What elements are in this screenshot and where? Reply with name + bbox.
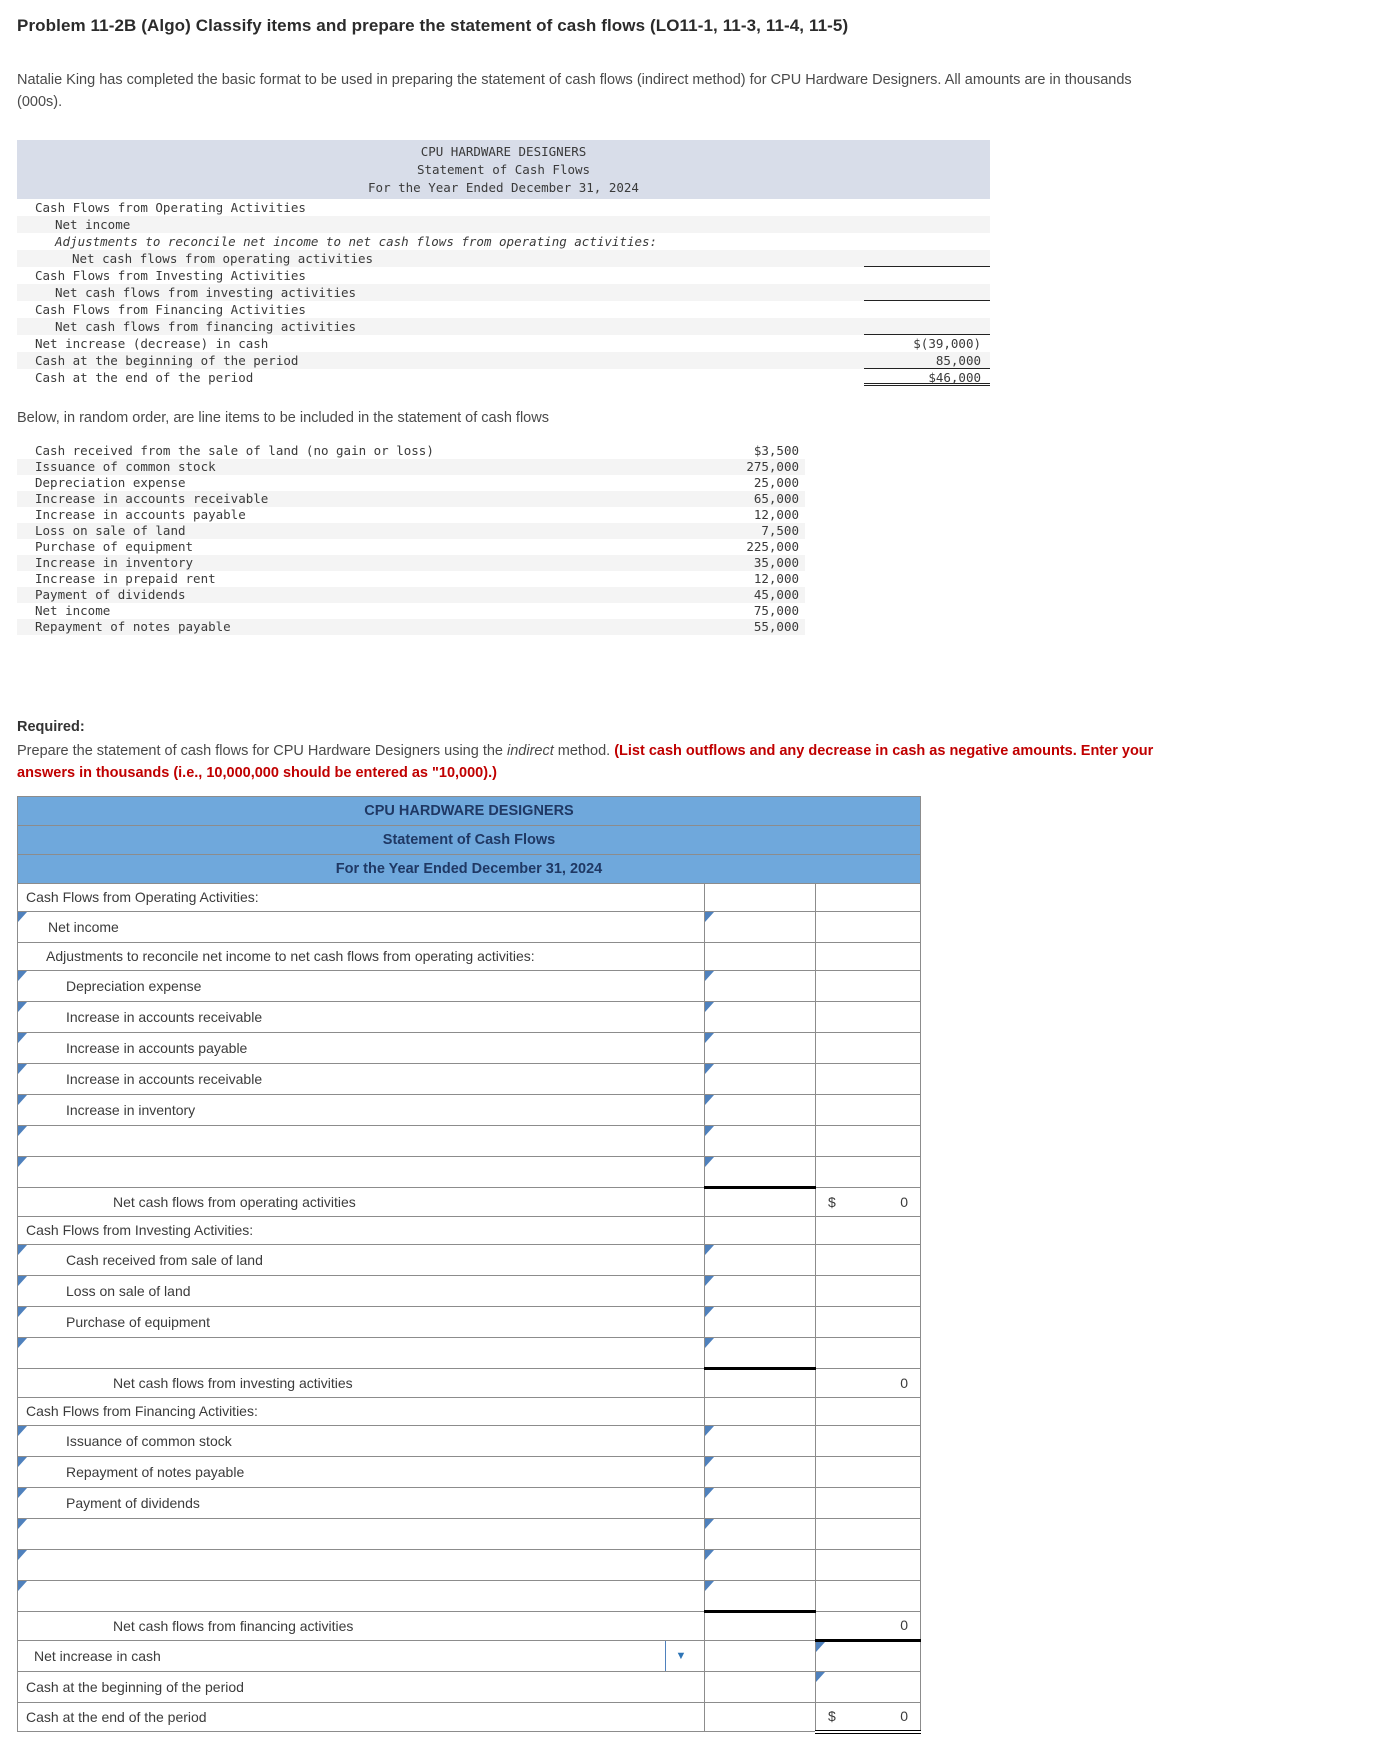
format-table-row <box>17 301 990 318</box>
cell-marker-icon <box>18 1426 27 1436</box>
format-row-label: Net cash flows from operating activities <box>72 250 374 266</box>
item-amount: 12,000 <box>753 570 799 586</box>
amount-input-cell[interactable] <box>705 1518 816 1549</box>
form-row <box>18 1425 921 1456</box>
account-select-label: Increase in inventory <box>66 1101 196 1118</box>
statement-form <box>17 796 1398 1734</box>
format-row-amount <box>864 267 990 284</box>
format-row-amount <box>864 216 990 233</box>
account-select-cell[interactable] <box>18 1125 705 1156</box>
cell-marker-icon <box>18 1126 27 1136</box>
form-row <box>18 1487 921 1518</box>
amount-input-cell[interactable] <box>705 1487 816 1518</box>
item-row <box>17 619 805 635</box>
empty-cell <box>816 1518 921 1549</box>
cell-marker-icon <box>18 1157 27 1167</box>
cell-marker-icon <box>18 1457 27 1467</box>
item-amount: $3,500 <box>753 442 799 458</box>
form-row <box>18 1337 921 1368</box>
total-amount <box>824 1708 912 1724</box>
account-select-cell[interactable] <box>18 1001 705 1032</box>
cell-marker-icon <box>18 971 27 981</box>
cell-marker-icon <box>705 1157 714 1167</box>
item-label: Payment of dividends <box>35 586 186 602</box>
amount-input-cell[interactable] <box>705 1337 816 1368</box>
amount-input-cell[interactable] <box>705 1580 816 1611</box>
item-row <box>17 443 805 459</box>
total-amount <box>824 1617 912 1633</box>
row-label-cell: Cash at the end of the period <box>18 1702 705 1732</box>
format-table-row <box>17 250 990 267</box>
total-amount <box>824 1375 912 1391</box>
amount-input-cell[interactable] <box>816 1640 921 1671</box>
form-row <box>18 1518 921 1549</box>
items-table <box>17 443 805 635</box>
format-table-row <box>17 216 990 233</box>
intro-paragraph: Natalie King has completed the basic format to be used in preparing the statement of cash flows (indirect method) for CPU Hardware Designers. All amounts are in thousands (000s). <box>17 72 1132 110</box>
amount-input-cell[interactable] <box>705 1425 816 1456</box>
account-select-cell[interactable] <box>18 1063 705 1094</box>
account-select-label: Repayment of notes payable <box>66 1463 245 1480</box>
item-amount: 65,000 <box>753 490 799 506</box>
cell-marker-icon <box>705 1426 714 1436</box>
account-select-cell[interactable] <box>18 1275 705 1306</box>
total-value: 0 <box>900 1708 909 1725</box>
item-amount: 7,500 <box>761 522 799 538</box>
item-amount: 55,000 <box>753 618 799 634</box>
account-select-label: Increase in accounts payable <box>66 1039 248 1056</box>
format-row-amount <box>864 284 990 301</box>
format-table-row <box>17 233 990 250</box>
item-amount: 35,000 <box>753 554 799 570</box>
empty-cell <box>816 1244 921 1275</box>
cell-marker-icon <box>705 1033 714 1043</box>
format-table-row <box>17 369 990 386</box>
total-value: 0 <box>900 1193 909 1210</box>
format-table-title-line: CPU HARDWARE DESIGNERS <box>420 143 587 159</box>
empty-cell <box>816 1487 921 1518</box>
total-label-cell: Net cash flows from financing activities <box>18 1611 705 1640</box>
format-row-amount: $46,000 <box>864 369 990 386</box>
form-header-row <box>18 854 921 883</box>
account-select-label: Net income <box>48 918 119 935</box>
required-text: Prepare the statement of cash flows for CPU Hardware Designers using the <box>17 742 508 759</box>
row-label-cell: Cash at the beginning of the period <box>18 1671 705 1702</box>
form-row <box>18 1216 921 1244</box>
amount-input-cell[interactable] <box>705 1063 816 1094</box>
cell-marker-icon <box>705 1550 714 1560</box>
empty-cell <box>816 1580 921 1611</box>
amount-input-cell[interactable] <box>705 1156 816 1187</box>
empty-cell <box>816 1275 921 1306</box>
cell-marker-icon <box>705 1276 714 1286</box>
form-row <box>18 1001 921 1032</box>
item-row <box>17 523 805 539</box>
amount-input-cell[interactable] <box>705 1306 816 1337</box>
account-select-label: Cash received from sale of land <box>66 1251 263 1268</box>
form-header-row <box>18 825 921 854</box>
item-row <box>17 491 805 507</box>
required-paragraph <box>17 740 1182 784</box>
amount-input-cell[interactable] <box>705 1244 816 1275</box>
empty-cell <box>705 1671 816 1702</box>
form-row <box>18 1187 921 1216</box>
account-select-label: Issuance of common stock <box>66 1432 232 1449</box>
format-table-title-line: For the Year Ended December 31, 2024 <box>368 179 639 195</box>
empty-cell <box>705 1187 816 1216</box>
empty-cell <box>705 1611 816 1640</box>
cell-marker-icon <box>705 1338 714 1348</box>
required-text-italic: indirect <box>507 742 554 759</box>
format-row-label: Cash at the beginning of the period <box>35 352 299 368</box>
currency-symbol: $ <box>828 1193 836 1210</box>
item-label: Increase in prepaid rent <box>35 570 216 586</box>
total-value: 0 <box>900 1374 909 1391</box>
empty-cell <box>816 1306 921 1337</box>
format-row-amount: 85,000 <box>864 352 990 369</box>
cell-marker-icon <box>705 1064 714 1074</box>
required-text-after: method. <box>553 742 615 759</box>
net-increase-dropdown[interactable] <box>18 1640 705 1671</box>
item-row <box>17 475 805 491</box>
empty-cell <box>816 942 921 970</box>
form-header-cell: CPU HARDWARE DESIGNERS <box>18 796 921 825</box>
required-block <box>17 719 1398 784</box>
cell-marker-icon <box>705 1002 714 1012</box>
account-select-cell[interactable] <box>18 911 705 942</box>
format-row-amount <box>864 199 990 216</box>
empty-cell <box>816 1063 921 1094</box>
empty-cell <box>816 1125 921 1156</box>
empty-cell <box>816 1397 921 1425</box>
format-row-label: Cash Flows from Financing Activities <box>35 301 306 317</box>
amount-input-cell[interactable] <box>705 1456 816 1487</box>
form-row <box>18 1244 921 1275</box>
cell-marker-icon <box>816 1672 825 1682</box>
account-select-label: Loss on sale of land <box>66 1282 191 1299</box>
form-row <box>18 1580 921 1611</box>
format-row-amount <box>864 250 990 267</box>
item-amount: 225,000 <box>746 538 799 554</box>
empty-cell <box>816 1001 921 1032</box>
empty-cell <box>816 1425 921 1456</box>
form-row <box>18 1702 921 1732</box>
format-row-label: Net cash flows from investing activities <box>55 284 357 300</box>
item-label: Increase in inventory <box>35 554 194 570</box>
account-select-cell[interactable] <box>18 1580 705 1611</box>
item-label: Purchase of equipment <box>35 538 194 554</box>
account-select-cell[interactable] <box>18 1032 705 1063</box>
cell-marker-icon <box>18 1002 27 1012</box>
format-row-label: Cash at the end of the period <box>35 369 254 385</box>
account-select-label: Depreciation expense <box>66 977 202 994</box>
item-row <box>17 571 805 587</box>
format-row-amount <box>864 318 990 335</box>
amount-input-cell[interactable] <box>705 970 816 1001</box>
form-header-cell: Statement of Cash Flows <box>18 825 921 854</box>
amount-input-cell[interactable] <box>705 1125 816 1156</box>
empty-cell <box>705 1702 816 1732</box>
amount-input-cell[interactable] <box>705 1275 816 1306</box>
item-label: Depreciation expense <box>35 474 186 490</box>
total-amount <box>824 1194 912 1210</box>
dropdown-selected-label: Net increase in cash <box>34 1647 161 1664</box>
item-label: Increase in accounts receivable <box>35 490 269 506</box>
cell-marker-icon <box>18 1581 27 1591</box>
cell-marker-icon <box>18 1550 27 1560</box>
random-order-note: Below, in random order, are line items to be included in the statement of cash flows <box>17 409 549 426</box>
total-amount-cell <box>816 1368 921 1397</box>
form-row <box>18 942 921 970</box>
format-table-row <box>17 335 990 352</box>
item-label: Increase in accounts payable <box>35 506 246 522</box>
cell-marker-icon <box>18 1064 27 1074</box>
section-label-cell: Cash Flows from Operating Activities: <box>18 883 705 911</box>
format-table-header <box>17 140 990 199</box>
form-row <box>18 1275 921 1306</box>
amount-input-cell[interactable] <box>705 911 816 942</box>
form-row <box>18 1094 921 1125</box>
empty-cell <box>816 1337 921 1368</box>
form-row <box>18 970 921 1001</box>
cell-marker-icon <box>705 1519 714 1529</box>
cell-marker-icon <box>705 1126 714 1136</box>
form-row <box>18 1368 921 1397</box>
item-row <box>17 603 805 619</box>
format-row-amount <box>864 301 990 318</box>
section-label-cell: Adjustments to reconcile net income to net cash flows from operating activities: <box>18 942 705 970</box>
cell-marker-icon <box>705 1457 714 1467</box>
amount-input-cell[interactable] <box>816 1671 921 1702</box>
empty-cell <box>705 1640 816 1671</box>
form-row <box>18 1640 921 1671</box>
total-label-cell: Net cash flows from operating activities <box>18 1187 705 1216</box>
cell-marker-icon <box>18 1245 27 1255</box>
empty-cell <box>705 942 816 970</box>
cell-marker-icon <box>705 1307 714 1317</box>
account-select-cell[interactable] <box>18 970 705 1001</box>
form-row <box>18 1671 921 1702</box>
format-table-row <box>17 318 990 335</box>
cell-marker-icon <box>705 1581 714 1591</box>
account-select-cell[interactable] <box>18 1156 705 1187</box>
cell-marker-icon <box>705 1245 714 1255</box>
account-select-cell[interactable] <box>18 1487 705 1518</box>
item-label: Cash received from the sale of land (no gain or loss) <box>35 442 434 458</box>
form-row <box>18 1456 921 1487</box>
account-select-cell[interactable] <box>18 1425 705 1456</box>
empty-cell <box>816 911 921 942</box>
item-row <box>17 539 805 555</box>
empty-cell <box>816 1216 921 1244</box>
format-table-row <box>17 267 990 284</box>
account-select-cell[interactable] <box>18 1549 705 1580</box>
item-label: Repayment of notes payable <box>35 618 231 634</box>
format-row-label: Adjustments to reconcile net income to net cash flows from operating activities: <box>55 233 658 249</box>
empty-cell <box>705 1397 816 1425</box>
item-label: Issuance of common stock <box>35 458 216 474</box>
form-header-row <box>18 796 921 825</box>
cell-marker-icon <box>18 1307 27 1317</box>
form-row <box>18 1032 921 1063</box>
item-row <box>17 459 805 475</box>
format-table-body <box>17 199 990 386</box>
section-label-cell: Cash Flows from Financing Activities: <box>18 1397 705 1425</box>
dropdown-arrow-icon[interactable]: ▼ <box>665 1641 696 1671</box>
empty-cell <box>705 1216 816 1244</box>
account-select-label: Increase in accounts receivable <box>66 1070 263 1087</box>
required-label: Required: <box>17 718 85 735</box>
total-amount-cell <box>816 1702 921 1732</box>
item-amount: 12,000 <box>753 506 799 522</box>
amount-input-cell[interactable] <box>705 1094 816 1125</box>
total-label-cell: Net cash flows from investing activities <box>18 1368 705 1397</box>
account-select-label: Increase in accounts receivable <box>66 1008 263 1025</box>
item-label: Loss on sale of land <box>35 522 186 538</box>
format-row-amount: $(39,000) <box>913 335 981 351</box>
form-row <box>18 1306 921 1337</box>
cell-marker-icon <box>705 1095 714 1105</box>
account-select-cell[interactable] <box>18 1094 705 1125</box>
cell-marker-icon <box>705 1488 714 1498</box>
page-title: Problem 11-2B (Algo) Classify items and prepare the statement of cash flows (LO11-1, 11-3, 11-4, 11-5) <box>17 16 849 35</box>
format-row-amount <box>864 233 990 250</box>
form-row <box>18 1063 921 1094</box>
cell-marker-icon <box>18 1488 27 1498</box>
amount-input-cell[interactable] <box>705 1001 816 1032</box>
form-row <box>18 911 921 942</box>
format-row-label: Cash Flows from Investing Activities <box>35 267 306 283</box>
empty-cell <box>705 1368 816 1397</box>
format-table-title-line: Statement of Cash Flows <box>416 161 591 177</box>
account-select-label: Payment of dividends <box>66 1494 200 1511</box>
empty-cell <box>816 1456 921 1487</box>
empty-cell <box>816 1094 921 1125</box>
format-row-label: Cash Flows from Operating Activities <box>35 199 306 215</box>
empty-cell <box>705 883 816 911</box>
format-table-row <box>17 352 990 369</box>
empty-cell <box>816 1549 921 1580</box>
form-row <box>18 1156 921 1187</box>
dropdown-wrap <box>26 1641 696 1671</box>
cell-marker-icon <box>705 912 714 922</box>
empty-cell <box>816 970 921 1001</box>
amount-input-cell[interactable] <box>705 1032 816 1063</box>
format-table <box>17 140 990 386</box>
form-header-cell: For the Year Ended December 31, 2024 <box>18 854 921 883</box>
cell-marker-icon <box>18 912 27 922</box>
item-amount: 75,000 <box>753 602 799 618</box>
cell-marker-icon <box>18 1276 27 1286</box>
cell-marker-icon <box>18 1338 27 1348</box>
form-row <box>18 1397 921 1425</box>
cell-marker-icon <box>705 971 714 981</box>
cell-marker-icon <box>18 1033 27 1043</box>
total-value: 0 <box>900 1617 909 1634</box>
item-row <box>17 587 805 603</box>
account-select-cell[interactable] <box>18 1456 705 1487</box>
cell-marker-icon <box>816 1642 825 1652</box>
item-amount: 25,000 <box>753 474 799 490</box>
form-row <box>18 1611 921 1640</box>
statement-form-table <box>17 796 921 1734</box>
required-text-red: (List cash outflows and any decrease in cash as negative amounts. Enter your answers in thousands (i.e., 10,000,000 should be entered as "10,000).) <box>17 742 1154 781</box>
total-amount-cell <box>816 1187 921 1216</box>
item-amount: 275,000 <box>746 458 799 474</box>
account-select-cell[interactable] <box>18 1518 705 1549</box>
format-row-label: Net income <box>55 216 131 232</box>
statement-form-body <box>18 796 921 1732</box>
account-select-label: Purchase of equipment <box>66 1313 210 1330</box>
amount-input-cell[interactable] <box>705 1549 816 1580</box>
form-row <box>18 1549 921 1580</box>
format-row-label: Net increase (decrease) in cash <box>35 335 269 351</box>
empty-cell <box>816 883 921 911</box>
item-amount: 45,000 <box>753 586 799 602</box>
empty-cell <box>816 1032 921 1063</box>
account-select-cell[interactable] <box>18 1337 705 1368</box>
item-row <box>17 555 805 571</box>
cell-marker-icon <box>18 1095 27 1105</box>
empty-cell <box>816 1156 921 1187</box>
item-label: Net income <box>35 602 111 618</box>
form-row <box>18 883 921 911</box>
account-select-cell[interactable] <box>18 1306 705 1337</box>
form-row <box>18 1125 921 1156</box>
format-table-row <box>17 199 990 216</box>
currency-symbol: $ <box>828 1708 836 1725</box>
format-row-label: Net cash flows from financing activities <box>55 318 357 334</box>
item-row <box>17 507 805 523</box>
account-select-cell[interactable] <box>18 1244 705 1275</box>
cell-marker-icon <box>18 1519 27 1529</box>
section-label-cell: Cash Flows from Investing Activities: <box>18 1216 705 1244</box>
total-amount-cell <box>816 1611 921 1640</box>
format-table-row <box>17 284 990 301</box>
